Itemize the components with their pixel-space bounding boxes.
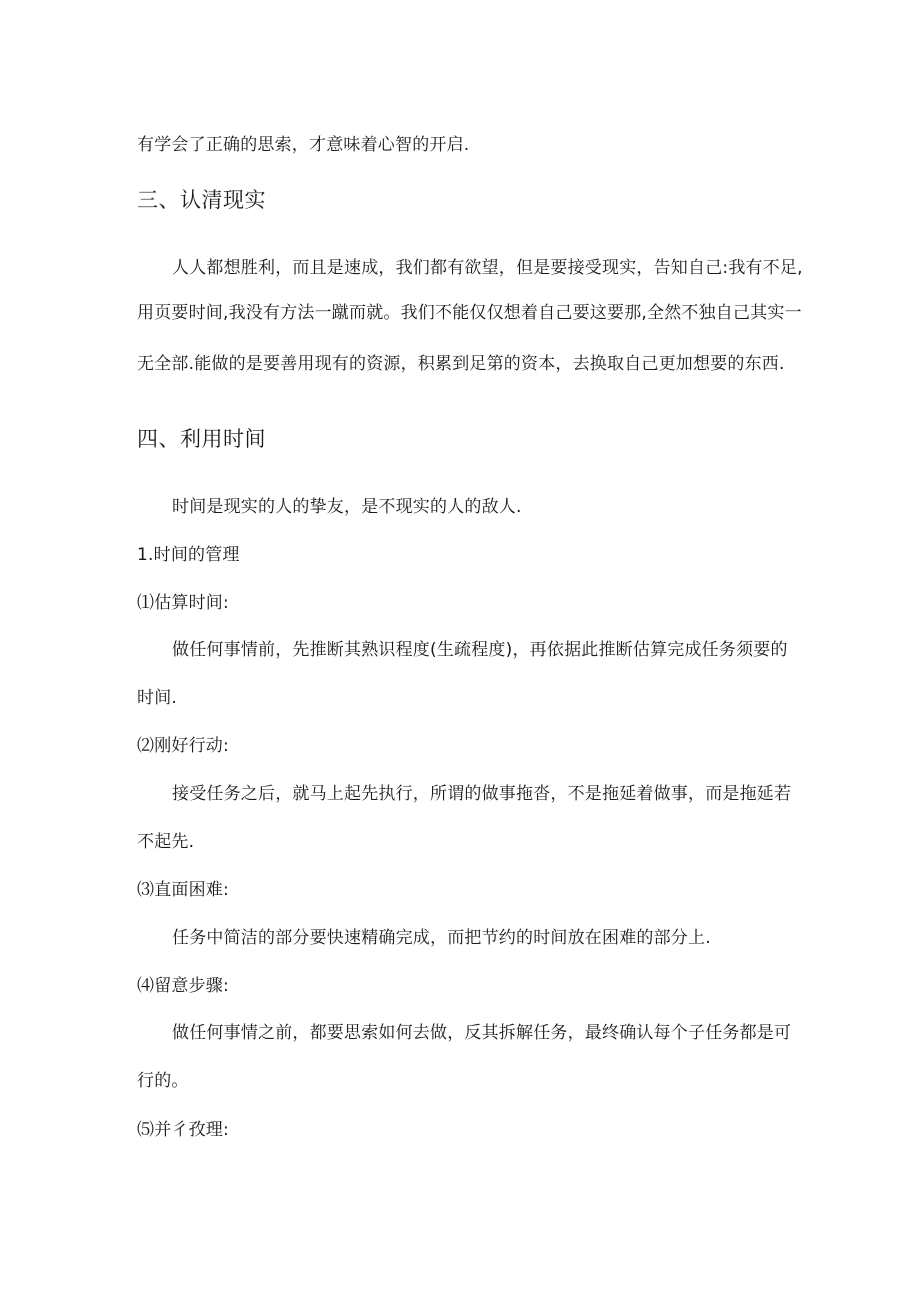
list-item-title: ⑴估算时间: [137, 593, 229, 613]
paragraph-line: 接受任务之后，就马上起先执行，所谓的做事拖沓，不是拖延着做事，而是拖延若 [172, 784, 792, 804]
section-heading-4: 四、利用时间 [137, 427, 266, 451]
paragraph-line: 行的。 [137, 1071, 189, 1091]
paragraph-line: 不起先. [137, 832, 195, 852]
paragraph-line: 任务中简洁的部分要快速精确完成，而把节约的时间放在困难的部分上. [172, 928, 711, 948]
paragraph-line: 时间是现实的人的挚友，是不现实的人的敌人. [172, 497, 522, 517]
paragraph-line: 做任何事情之前，都要思索如何去做，反其拆解任务，最终确认每个子任务都是可 [172, 1023, 792, 1043]
paragraph-line: 人人都想胜利，而且是速成，我们都有欲望，但是要接受现实，告知自己:我有不足, [172, 258, 803, 278]
list-item-title: ⑷留意步骤: [137, 976, 229, 996]
list-item-title: ⑸并彳孜理: [137, 1120, 229, 1140]
paragraph-line: 时间. [137, 688, 178, 708]
list-item-title: ⑶直面困难: [137, 880, 229, 900]
list-item-title: ⑵刚好行动: [137, 736, 229, 756]
section-heading-3: 三、认清现实 [137, 188, 266, 212]
paragraph-line: 有学会了正确的思索，才意味着心智的开启. [137, 135, 470, 155]
paragraph-line: 做任何事情前，先推断其熟识程度(生疏程度)，再依据此推断估算完成任务须要的 [172, 640, 788, 660]
paragraph-line: 无全部.能做的是要善用现有的资源，积累到足第的资本，去换取自己更加想要的东西. [137, 354, 785, 374]
subsection-title: 1.时间的管理 [137, 545, 240, 565]
paragraph-line: 用页要时间,我没有方法一蹴而就。我们不能仅仅想着自己要这要那,全然不独自己其实一 [137, 303, 802, 323]
